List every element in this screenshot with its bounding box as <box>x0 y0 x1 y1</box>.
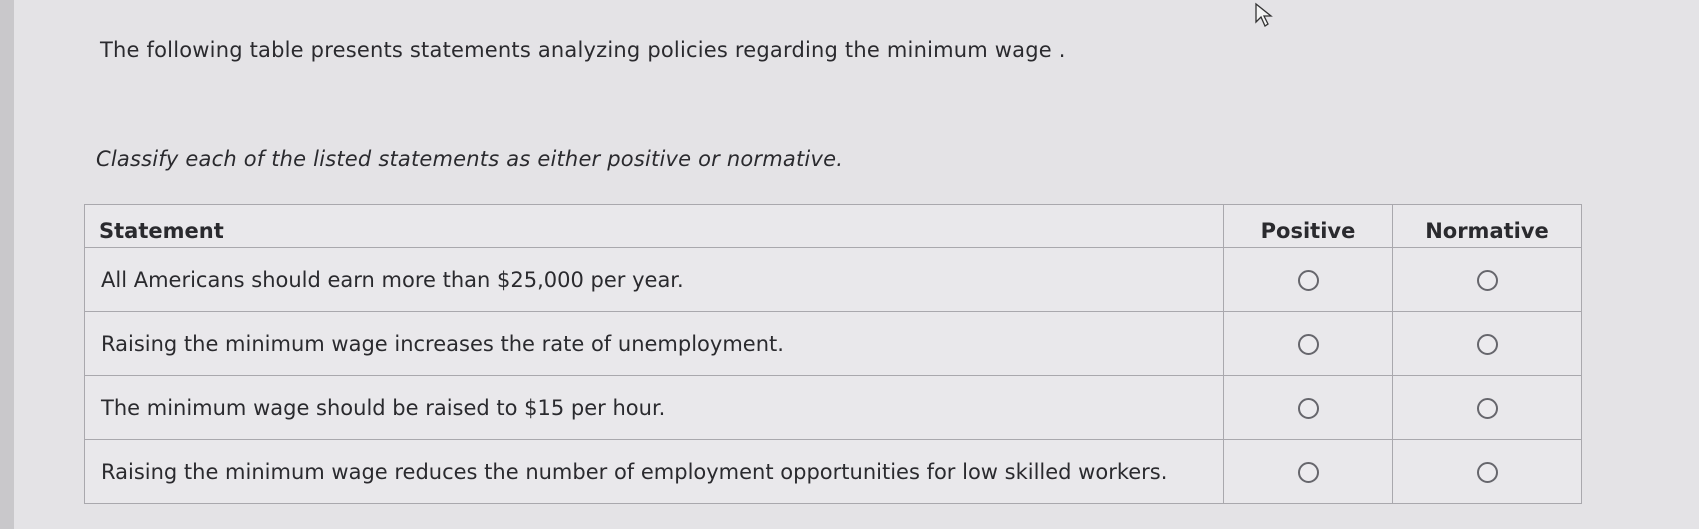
normative-cell <box>1393 376 1582 440</box>
positive-cell <box>1224 440 1393 504</box>
normative-radio[interactable] <box>1477 270 1498 291</box>
table-row <box>85 376 1582 440</box>
header-positive: Positive <box>1224 205 1393 248</box>
statement-text: The minimum wage should be raised to $15 per hour. <box>85 376 1224 440</box>
normative-radio[interactable] <box>1477 334 1498 355</box>
table-row <box>85 440 1582 504</box>
question-intro: The following table presents statements analyzing policies regarding the minimum wage . <box>100 38 1066 62</box>
statement-text: Raising the minimum wage reduces the number of employment opportunities for low skilled workers. <box>85 440 1224 504</box>
normative-radio[interactable] <box>1477 398 1498 419</box>
normative-cell <box>1393 312 1582 376</box>
mouse-cursor-icon <box>1254 2 1280 28</box>
statement-text: All Americans should earn more than $25,000 per year. <box>85 248 1224 312</box>
normative-radio[interactable] <box>1477 462 1498 483</box>
header-statement: Statement <box>85 205 1224 248</box>
window-edge <box>0 0 14 529</box>
normative-cell <box>1393 248 1582 312</box>
statement-text: Raising the minimum wage increases the rate of unemployment. <box>85 312 1224 376</box>
positive-radio[interactable] <box>1298 398 1319 419</box>
positive-cell <box>1224 376 1393 440</box>
table-row <box>85 248 1582 312</box>
question-instruction: Classify each of the listed statements as either positive or normative. <box>96 147 844 171</box>
table-header-row <box>85 205 1582 248</box>
positive-cell <box>1224 248 1393 312</box>
positive-cell <box>1224 312 1393 376</box>
header-normative: Normative <box>1393 205 1582 248</box>
positive-radio[interactable] <box>1298 334 1319 355</box>
classification-table <box>84 204 1582 504</box>
positive-radio[interactable] <box>1298 270 1319 291</box>
positive-radio[interactable] <box>1298 462 1319 483</box>
normative-cell <box>1393 440 1582 504</box>
table-row <box>85 312 1582 376</box>
